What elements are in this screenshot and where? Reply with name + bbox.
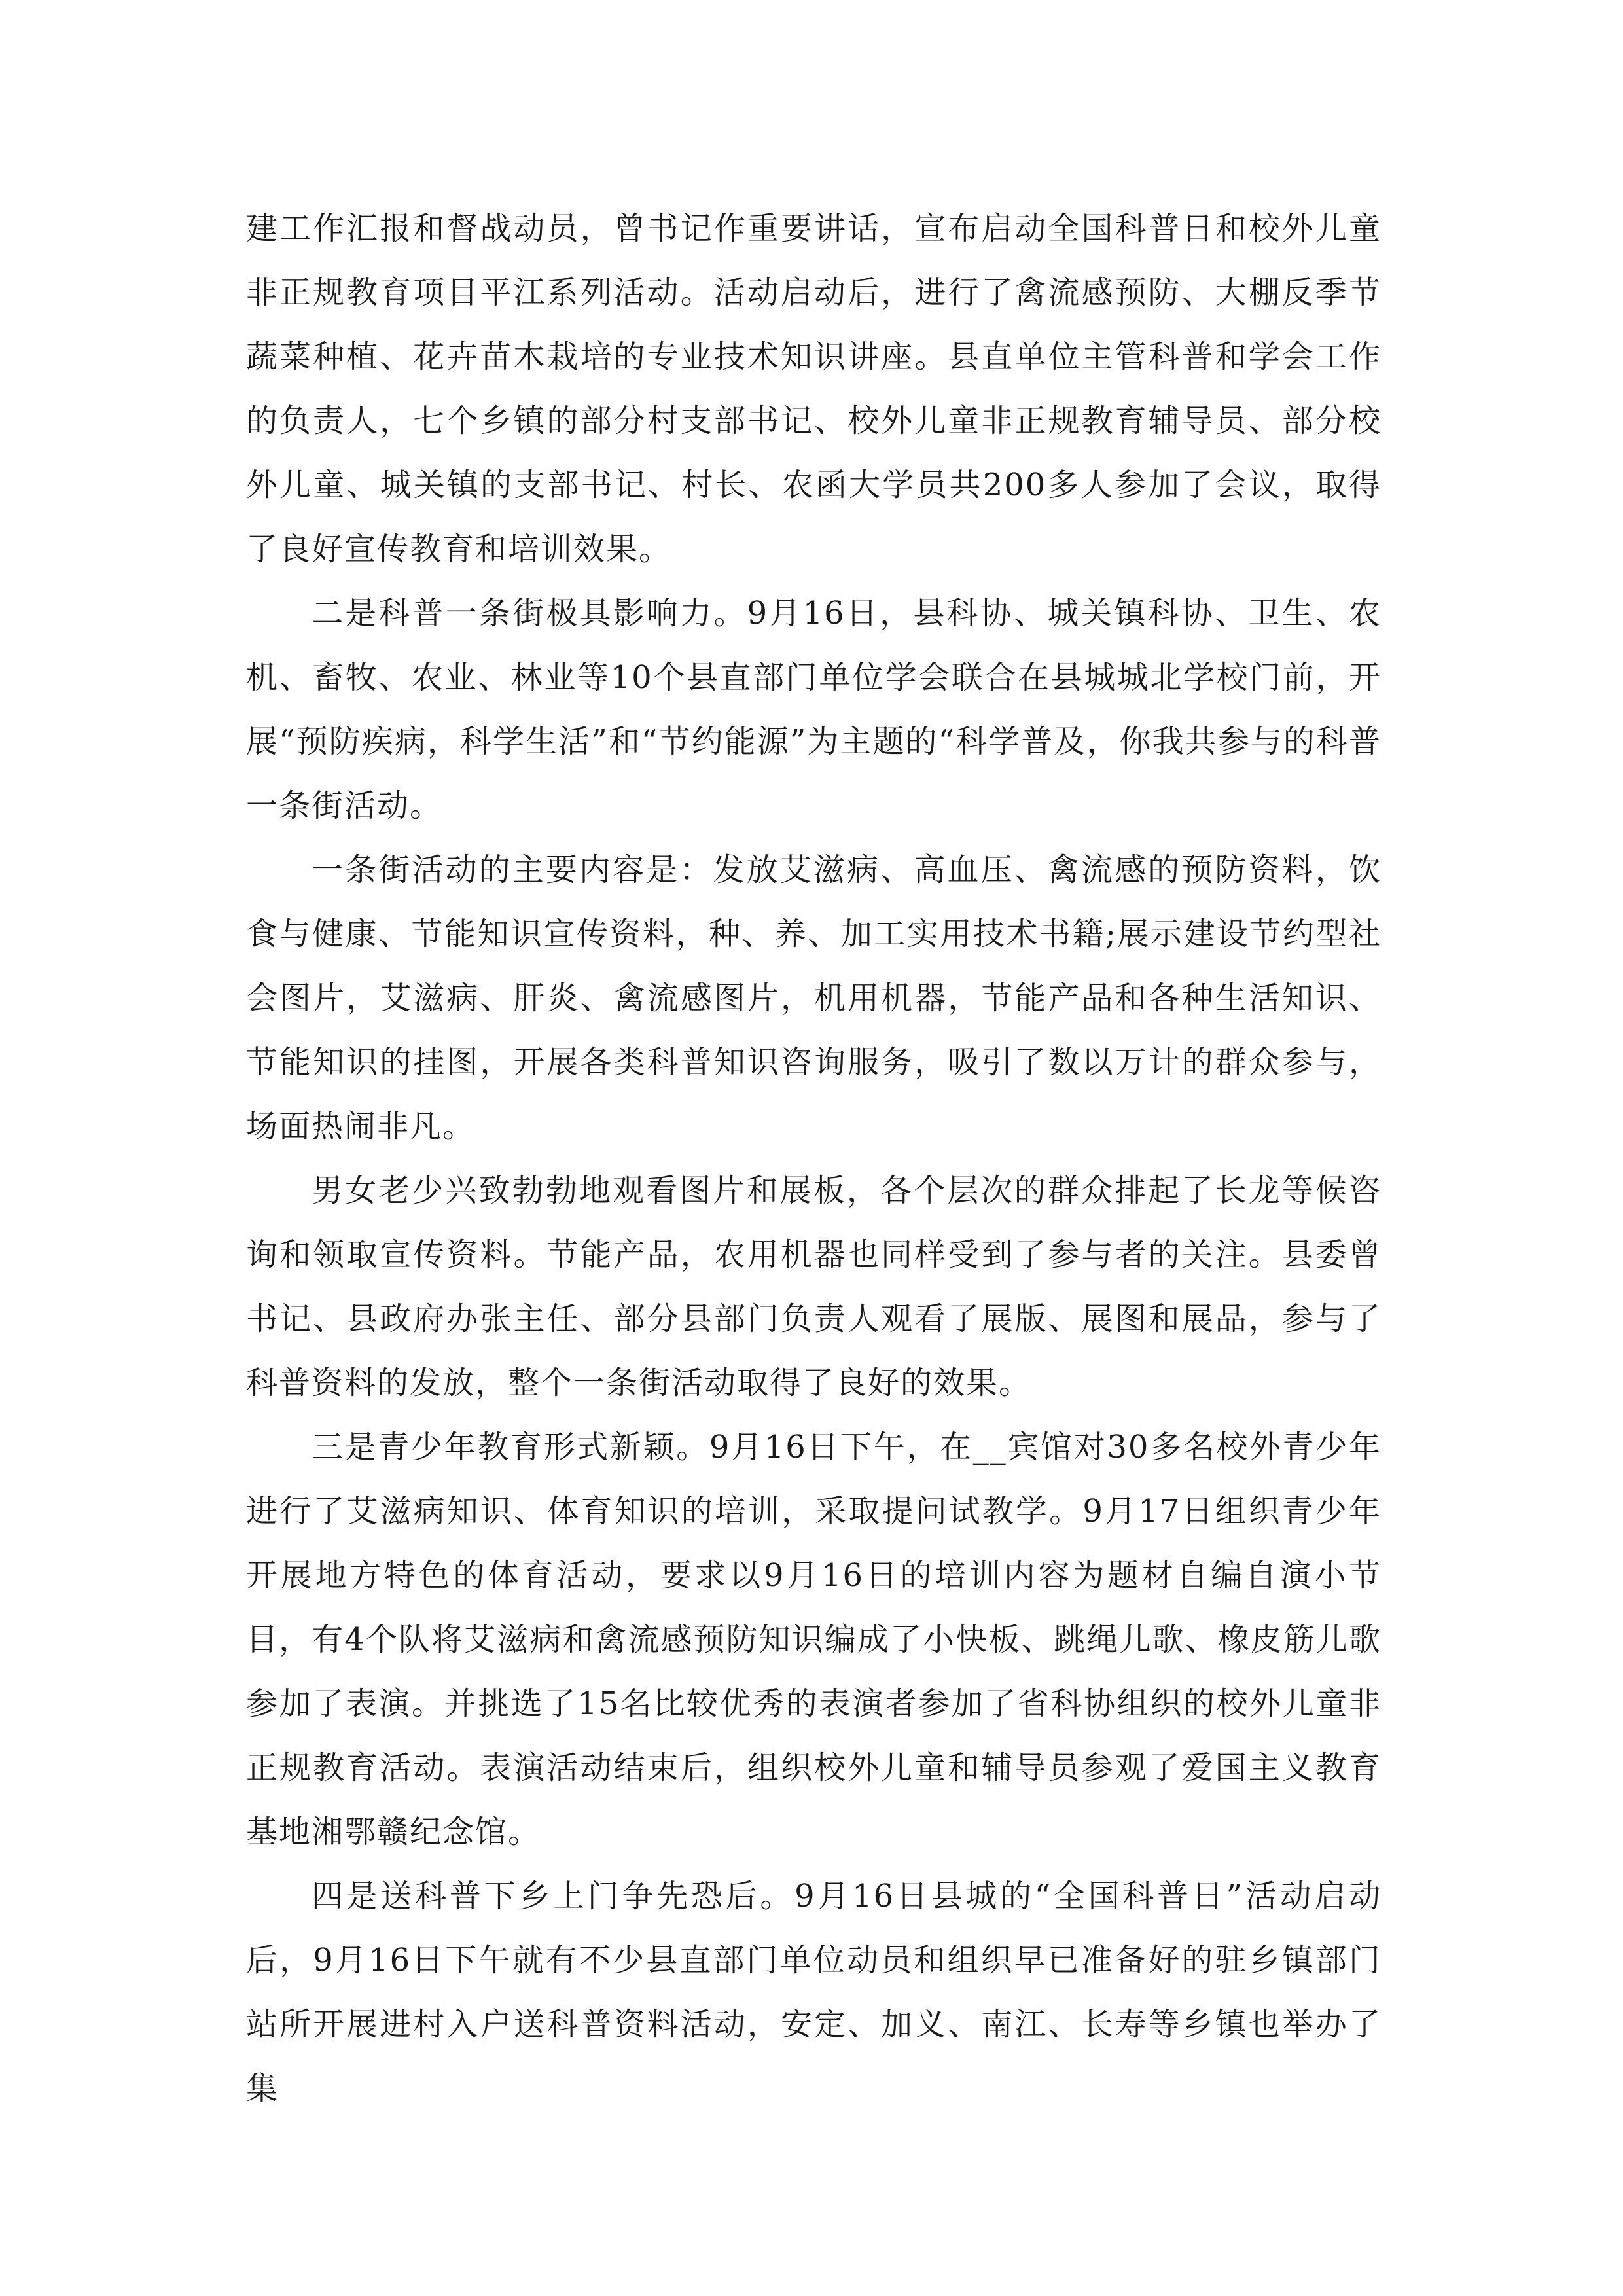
document-body <box>246 196 1382 2121</box>
paragraph-2: 二是科普一条街极具影响力。9月16日，县科协、城关镇科协、卫生、农机、畜牧、农业、林业等10个县直部门单位学会联合在县城城北学校门前，开展“预防疾病，科学生活”和“节约能源”为主题的“科学普及，你我共参与的科普一条街活动。 <box>246 595 1382 824</box>
paragraph-3: 一条街活动的主要内容是：发放艾滋病、高血压、禽流感的预防资料，饮食与健康、节能知识宣传资料，种、养、加工实用技术书籍;展示建设节约型社会图片，艾滋病、肝炎、禽流感图片，机用机器，节能产品和各种生活知识、节能知识的挂图，开展各类科普知识咨询服务，吸引了数以万计的群众参与，场面热闹非凡。 <box>246 852 1382 1145</box>
paragraph-5: 三是青少年教育形式新颖。9月16日下午，在__宾馆对30多名校外青少年进行了艾滋病知识、体育知识的培训，采取提问试教学。9月17日组织青少年开展地方特色的体育活动，要求以9月16日的培训内容为题材自编自演小节目，有4个队将艾滋病和禽流感预防知识编成了小快板、跳绳儿歌、橡皮筋儿歌参加了表演。并挑选了15名比较优秀的表演者参加了省科协组织的校外儿童非正规教育活动。表演活动结束后，组织校外儿童和辅导员参观了爱国主义教育基地湘鄂赣纪念馆。 <box>246 1429 1382 1850</box>
paragraph-6: 四是送科普下乡上门争先恐后。9月16日县城的“全国科普日”活动启动后，9月16日下午就有不少县直部门单位动员和组织早已准备好的驻乡镇部门站所开展进村入户送科普资料活动，安定、加义、南江、长寿等乡镇也举办了集 <box>246 1878 1382 2107</box>
paragraph-4: 男女老少兴致勃勃地观看图片和展板，各个层次的群众排起了长龙等候咨询和领取宣传资料。节能产品，农用机器也同样受到了参与者的关注。县委曾书记、县政府办张主任、部分县部门负责人观看了展版、展图和展品，参与了科普资料的发放，整个一条街活动取得了良好的效果。 <box>246 1172 1382 1401</box>
paragraph-1: 建工作汇报和督战动员，曾书记作重要讲话，宣布启动全国科普日和校外儿童非正规教育项目平江系列活动。活动启动后，进行了禽流感预防、大棚反季节蔬菜种植、花卉苗木栽培的专业技术知识讲座。县直单位主管科普和学会工作的负责人，七个乡镇的部分村支部书记、校外儿童非正规教育辅导员、部分校外儿童、城关镇的支部书记、村长、农函大学员共200多人参加了会议，取得了良好宣传教育和培训效果。 <box>246 210 1382 567</box>
